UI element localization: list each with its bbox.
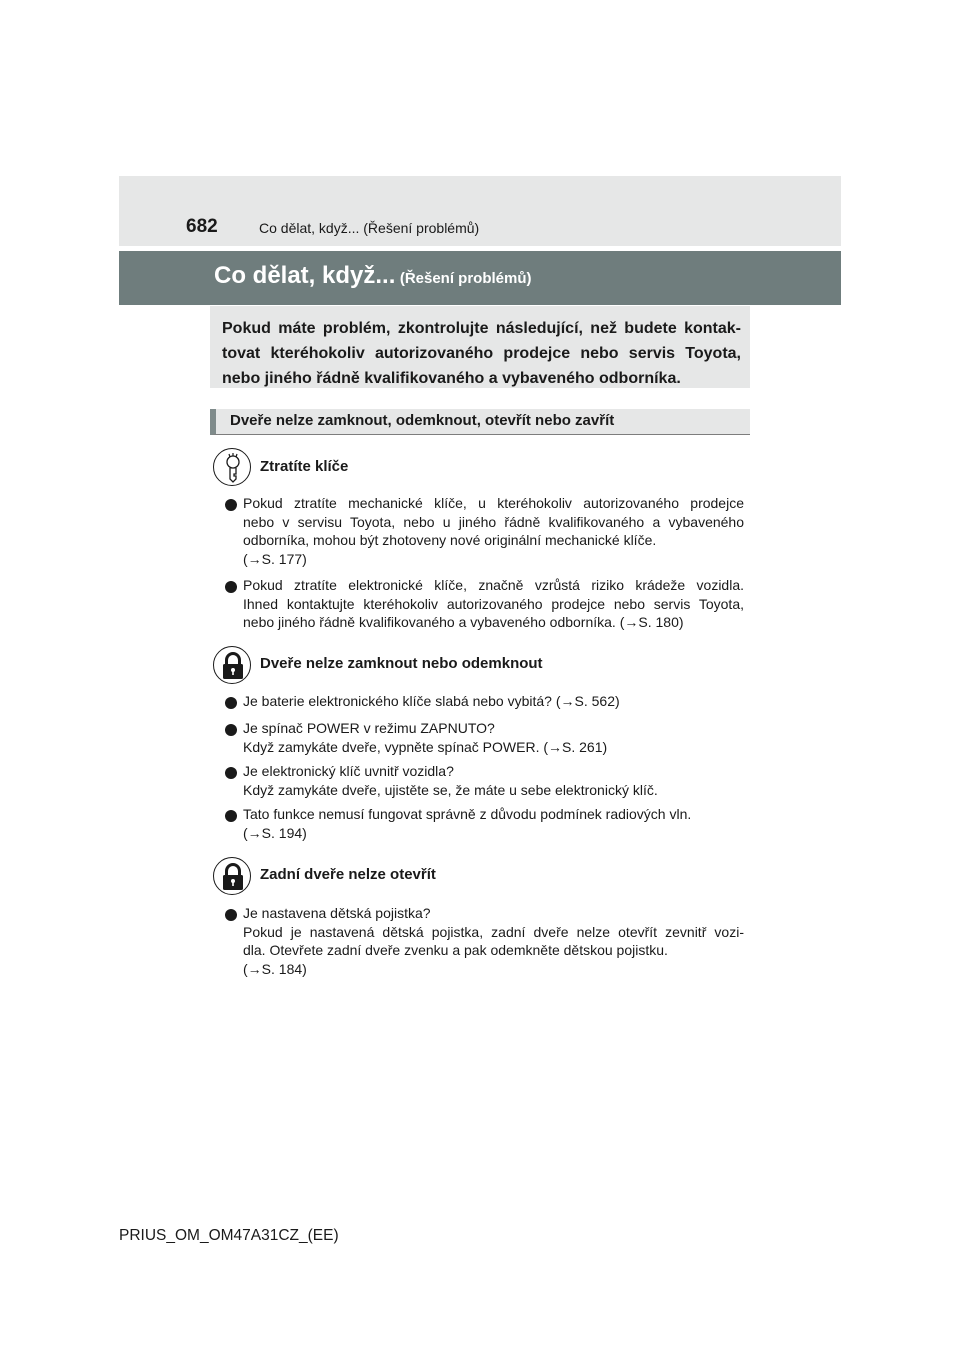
bullet — [225, 499, 237, 511]
list-item — [243, 719, 744, 756]
text-line: odborníka, mohou být zhotoveny nové originální mechanické klíče. — [243, 532, 657, 548]
intro-text: Pokud máte problém, zkontrolujte následující, než budete kontak- tovat kteréhokoliv autorizovaného prodejce nebo servis Toyota, nebo jiného řádně kvalifikovaného a vybaveného odborníka. — [222, 320, 741, 387]
text-line: Je nastavena dětská pojistka? — [243, 905, 431, 921]
text-line: Když zamykáte dveře, ujistěte se, že máte u sebe elektronický klíč. — [243, 781, 658, 798]
bullet — [225, 724, 237, 736]
chapter-title-sub: (Řešení problémů) — [399, 270, 532, 287]
text-line: Je baterie elektronického klíče slabá nebo vybitá? (→S. 562) — [243, 693, 620, 709]
text-line: nebo jiného řádně kvalifikovaného a vybaveného odborníka. (→S. 180) — [243, 614, 684, 630]
subheading-rear-door: Zadní dveře nelze otevřít — [260, 866, 436, 883]
list-item — [243, 904, 744, 978]
subheading-cannot-lock: Dveře nelze zamknout nebo odemknout — [260, 655, 543, 672]
list-item — [243, 494, 744, 568]
page-reference: (→S. 177) — [243, 550, 307, 567]
text-line: nebo v servisu Toyota, nebo u jiného řádně kvalifikovaného a vybaveného — [243, 513, 744, 530]
text-line: Je elektronický klíč uvnitř vozidla? — [243, 763, 454, 779]
section-heading: Dveře nelze zamknout, odemknout, otevřít nebo zavřít — [230, 412, 615, 429]
page-reference: (→S. 194) — [243, 824, 307, 841]
list-item — [243, 762, 744, 799]
list-item — [243, 805, 744, 842]
key-icon — [213, 448, 251, 486]
padlock-icon — [213, 857, 251, 895]
bullet — [225, 810, 237, 822]
text-line: Je spínač POWER v režimu ZAPNUTO? — [243, 720, 495, 736]
padlock-icon — [213, 646, 251, 684]
running-head: Co dělat, když... (Řešení problémů) — [259, 220, 480, 236]
page-header-band — [119, 176, 841, 246]
text-line: Pokud ztratíte elektronické klíče, značně vzrůstá riziko krádeže vozidla. — [243, 577, 744, 593]
list-item — [243, 692, 744, 711]
subheading-lost-keys: Ztratíte klíče — [260, 458, 349, 475]
list-item — [243, 576, 744, 632]
text-line: Ihned kontaktujte kteréhokoliv autorizovaného prodejce nebo servis Toyota, — [243, 595, 744, 612]
page-reference: (→S. 184) — [243, 960, 307, 977]
text-line: Když zamykáte dveře, vypněte spínač POWER. (→S. 261) — [243, 738, 608, 755]
text-line: Tato funkce nemusí fungovat správně z důvodu podmínek radiových vln. — [243, 806, 692, 822]
chapter-title — [214, 262, 532, 290]
intro-box — [210, 306, 750, 388]
bullet — [225, 581, 237, 593]
document-code: PRIUS_OM_OM47A31CZ_(EE) — [119, 1227, 339, 1244]
bullet — [225, 697, 237, 709]
text-line: Pokud ztratíte mechanické klíče, u kteréhokoliv autorizovaného prodejce — [243, 495, 744, 511]
page-number: 682 — [186, 216, 218, 237]
text-line: dla. Otevřete zadní dveře zvenku a pak odemkněte dětskou pojistku. — [243, 942, 668, 958]
text-line: Pokud je nastavená dětská pojistka, zadní dveře nelze otevřít zevnitř vozi- — [243, 923, 744, 940]
bullet — [225, 767, 237, 779]
bullet — [225, 909, 237, 921]
chapter-title-main: Co dělat, když... — [214, 262, 396, 289]
section-heading-bar — [210, 409, 750, 435]
